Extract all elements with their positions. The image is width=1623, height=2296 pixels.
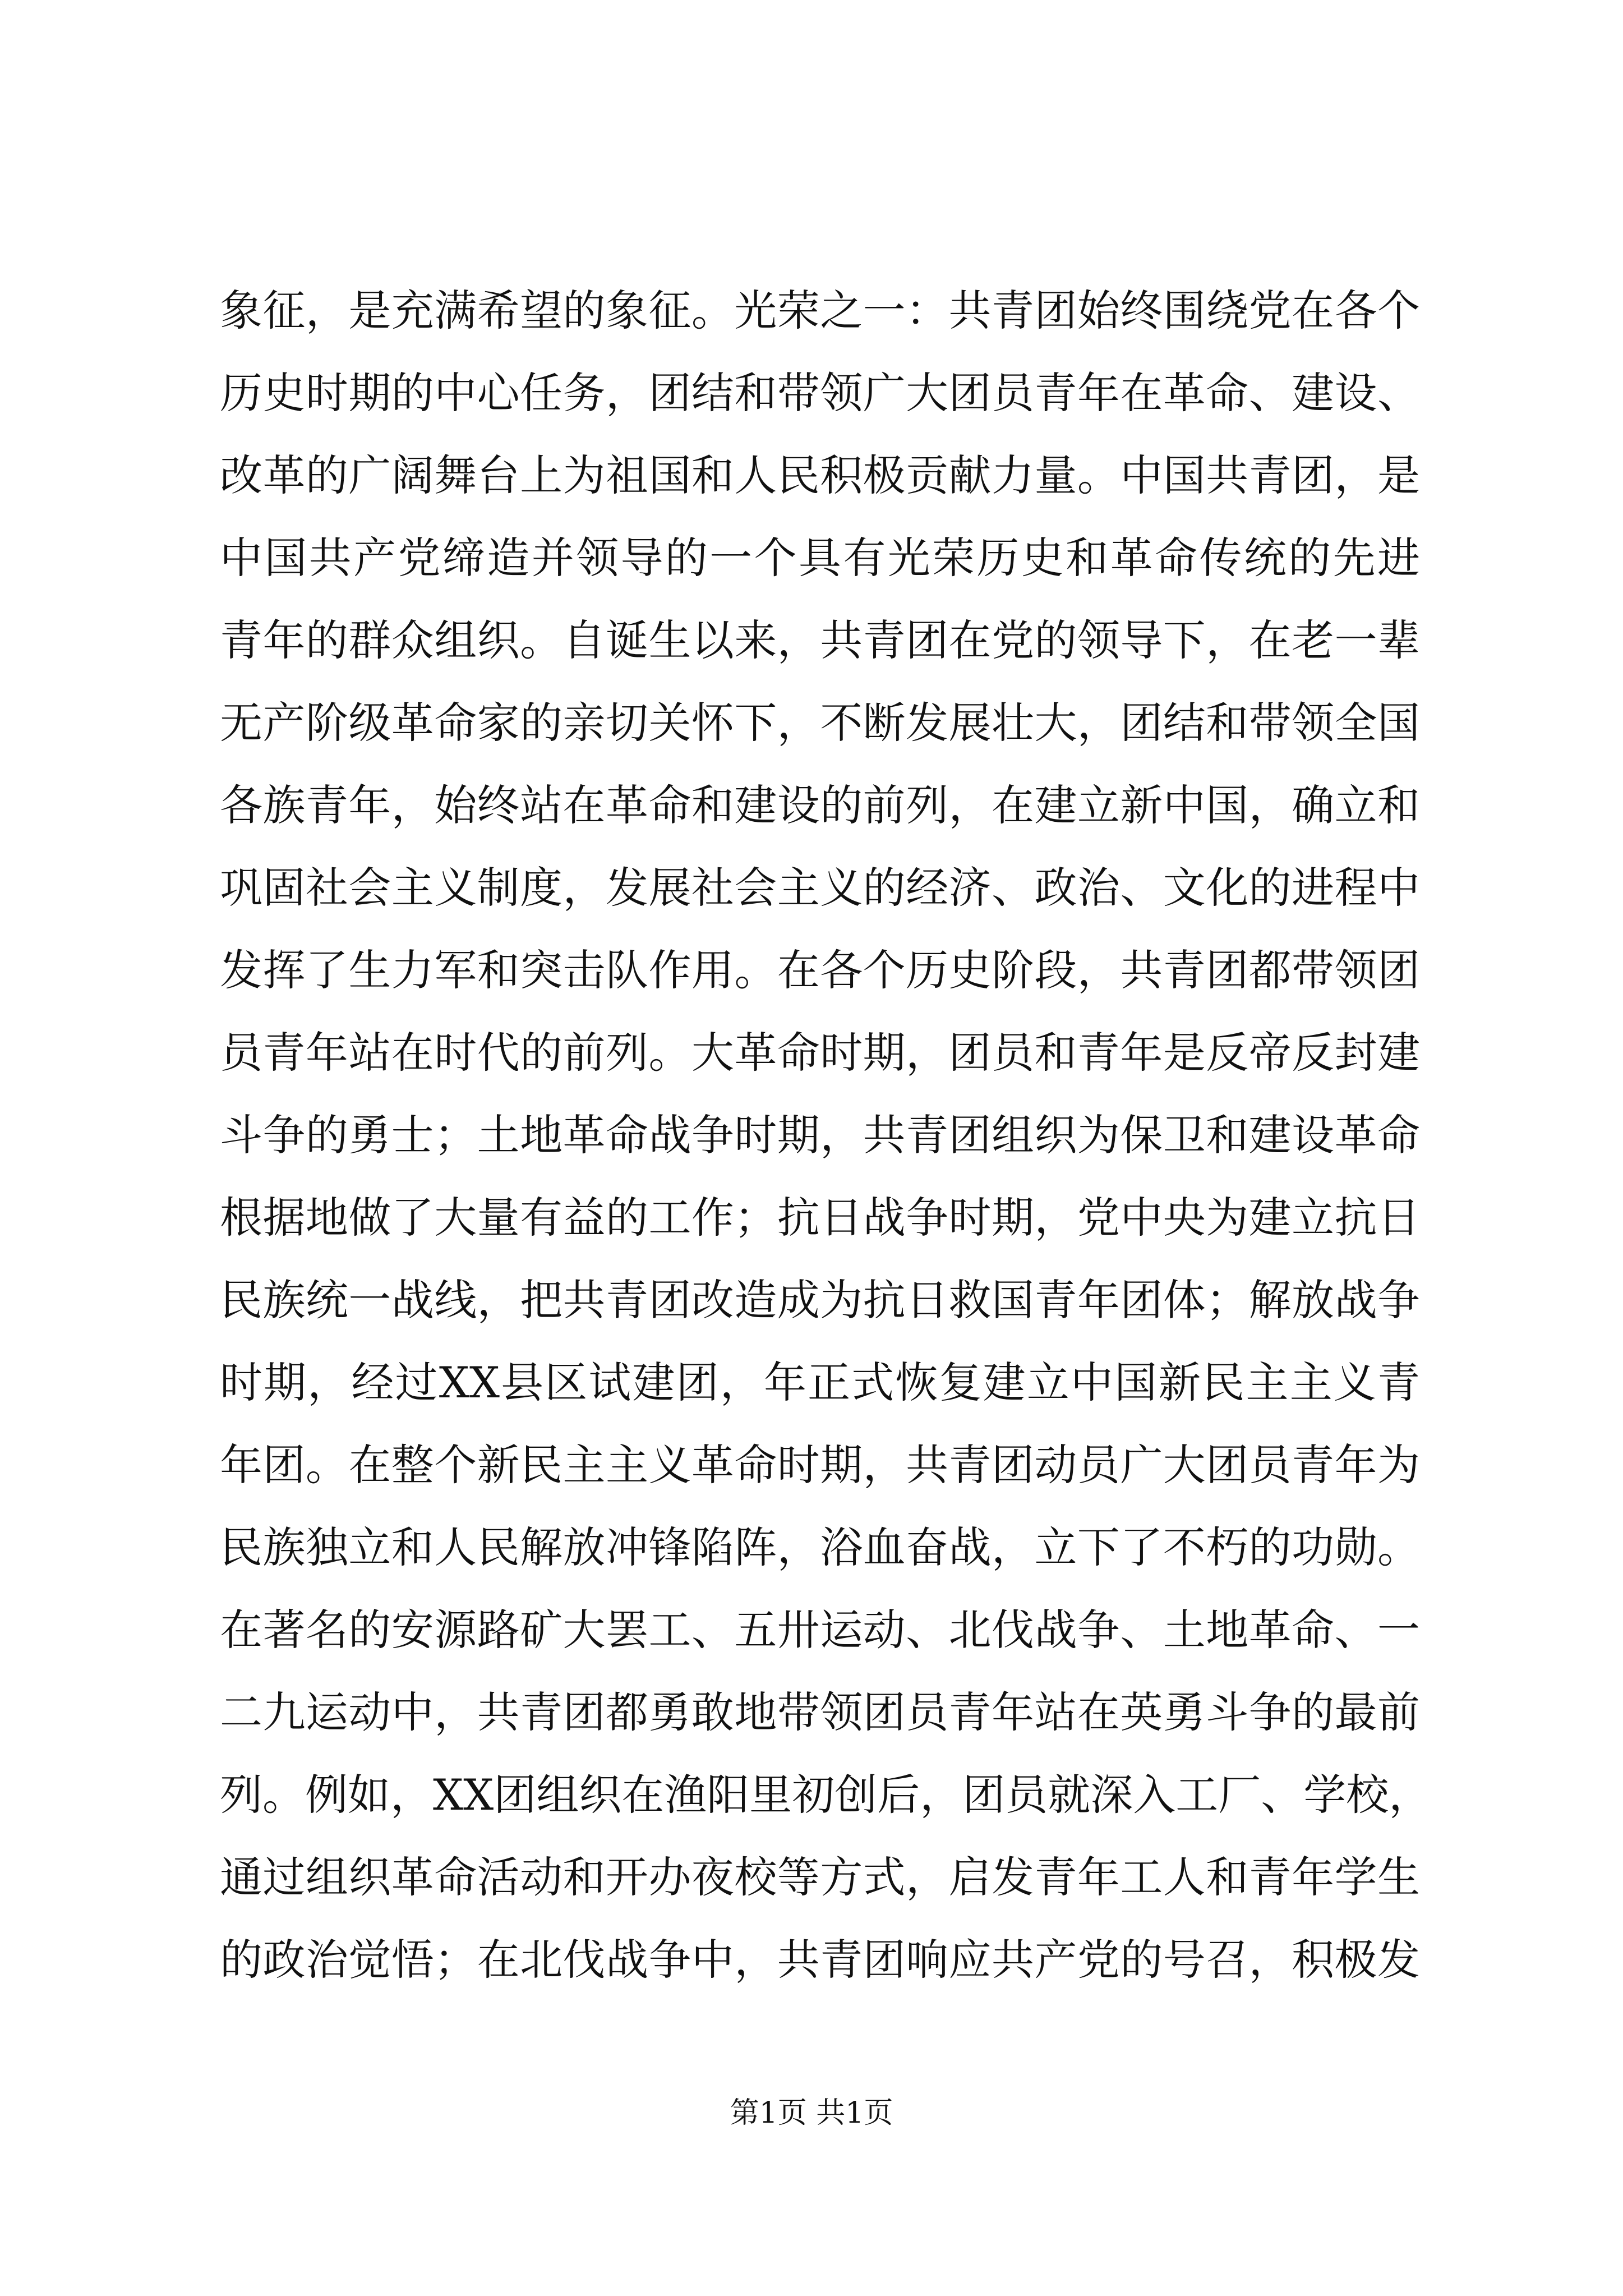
page-footer: 第1页 共1页 (730, 2096, 893, 2130)
text-line: 在著名的安源路矿大罢工、五卅运动、北伐战争、土地革命、一 (220, 1605, 1420, 1655)
text-line: 民族统一战线，把共青团改造成为抗日救国青年团体；解放战争 (220, 1275, 1420, 1325)
text-line: 巩固社会主义制度，发展社会主义的经济、政治、文化的进程中 (220, 863, 1420, 913)
text-line: 象征，是充满希望的象征。光荣之一：共青团始终围绕党在各个 (220, 286, 1420, 335)
text-line: 历史时期的中心任务，团结和带领广大团员青年在革命、建设、 (220, 368, 1420, 418)
text-line: 二九运动中，共青团都勇敢地带领团员青年站在英勇斗争的最前 (220, 1687, 1420, 1737)
text-line: 各族青年，始终站在革命和建设的前列，在建立新中国，确立和 (220, 780, 1420, 830)
body-text (220, 269, 1432, 2001)
text-line: 的政治觉悟；在北伐战争中，共青团响应共产党的号召，积极发 (220, 1935, 1420, 1985)
text-line: 员青年站在时代的前列。大革命时期，团员和青年是反帝反封建 (220, 1028, 1420, 1078)
text-line: 青年的群众组织。自诞生以来，共青团在党的领导下，在老一辈 (220, 615, 1420, 665)
text-line: 根据地做了大量有益的工作；抗日战争时期，党中央为建立抗日 (220, 1193, 1420, 1243)
text-line: 通过组织革命活动和开办夜校等方式，启发青年工人和青年学生 (220, 1852, 1420, 1902)
text-line: 民族独立和人民解放冲锋陷阵，浴血奋战，立下了不朽的功勋。 (220, 1522, 1420, 1572)
text-line: 改革的广阔舞台上为祖国和人民积极贡献力量。中国共青团，是 (220, 450, 1420, 500)
text-line: 中国共产党缔造并领导的一个具有光荣历史和革命传统的先进 (220, 533, 1420, 583)
text-line: 时期，经过XX县区试建团，年正式恢复建立中国新民主主义青 (220, 1358, 1420, 1407)
text-line: 无产阶级革命家的亲切关怀下，不断发展壮大，团结和带领全国 (220, 698, 1420, 748)
text-line: 发挥了生力军和突击队作用。在各个历史阶段，共青团都带领团 (220, 945, 1420, 995)
text-line: 年团。在整个新民主主义革命时期，共青团动员广大团员青年为 (220, 1440, 1420, 1490)
text-line: 列。例如，XX团组织在渔阳里初创后，团员就深入工厂、学校， (220, 1770, 1432, 1820)
text-line: 斗争的勇士；土地革命战争时期，共青团组织为保卫和建设革命 (220, 1110, 1420, 1160)
